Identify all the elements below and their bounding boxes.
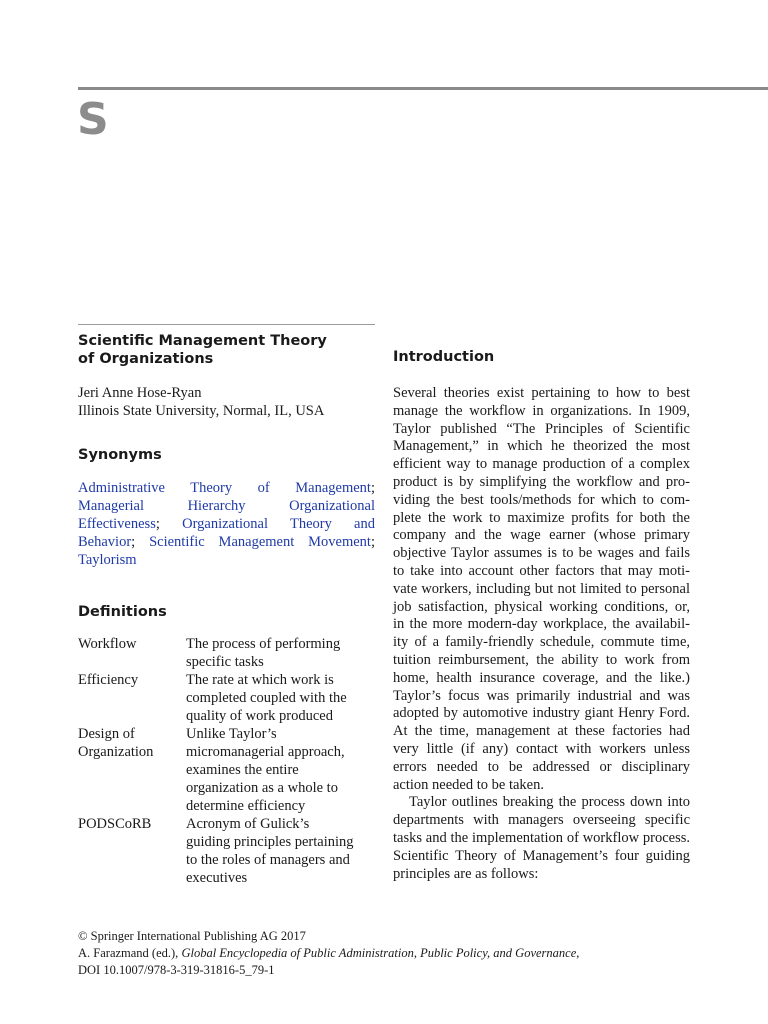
definitions-list xyxy=(78,635,375,887)
citation-punctuation: , xyxy=(576,946,580,960)
entry-title xyxy=(78,332,375,368)
definition-row xyxy=(78,671,375,725)
copyright-line: © Springer International Publishing AG 2017 xyxy=(78,929,306,943)
synonym-separator: ; xyxy=(370,534,375,550)
synonym-link[interactable]: Administrative Theory of Management xyxy=(78,480,371,496)
title-rule xyxy=(78,324,375,325)
synonym-separator: ; xyxy=(131,534,136,550)
synonym-separator: ; xyxy=(370,480,375,496)
definition-row xyxy=(78,635,375,671)
chapter-rule xyxy=(78,87,768,90)
definition-term: Efficiency xyxy=(78,672,139,688)
definition-term: PODSCoRB xyxy=(78,816,152,832)
definition-row xyxy=(78,815,375,887)
definition-term: Design of Organization xyxy=(78,726,154,760)
author-block xyxy=(78,384,375,420)
synonyms-heading: Synonyms xyxy=(78,447,162,463)
doi-line: DOI 10.1007/978-3-319-31816-5_79-1 xyxy=(78,963,275,977)
synonym-separator: ; xyxy=(155,516,160,532)
introduction-body xyxy=(393,385,690,883)
citation-title: Global Encyclopedia of Public Administration, Public Policy, and Governance xyxy=(181,946,577,960)
definition-description: Acronym of Gulick’s guiding principles pertaining to the roles of managers and executives xyxy=(186,816,354,886)
citation-line xyxy=(78,945,678,962)
synonym-link[interactable]: Organizational Theory and Behavior xyxy=(78,516,375,550)
entry-title-line2: of Organizations xyxy=(78,351,214,367)
synonym-link[interactable]: Taylorism xyxy=(78,552,137,568)
synonyms-list xyxy=(78,479,375,569)
definition-row xyxy=(78,725,375,815)
definition-description: The rate at which work is completed coupled with the quality of work produced xyxy=(186,672,347,724)
definition-description: The process of performing specific tasks xyxy=(186,636,341,670)
introduction-paragraph: Taylor outlines breaking the process down into departments with managers overseeing specific tasks and the implementation of workflow process. Scientific Theory of Management’s four guiding principles are as follows: xyxy=(393,794,690,882)
synonym-link[interactable]: Scientific Management Movement xyxy=(149,534,371,550)
chapter-letter: S xyxy=(77,94,109,145)
definition-term: Workflow xyxy=(78,636,137,652)
introduction-paragraph: Several theories exist pertaining to how to best manage the workflow in organizations. In 1909, Taylor published “The Principles of Scientific Management,” in which he theorized the most efficient way to manage production of a complex product is by simplifying the workflow and providing the best tools/methods for which to complete the work to maximize profits for both the company and the wage earner (whose primary objective Taylor assumes is to be wages and fails to take into account other factors that may motivate workers, including but not limited to personal job satisfaction, physical working conditions, or, in the more modern-day workplace, the availability of a family-friendly schedule, commute time, tuition reimbursement, the ability to work from home, health insurance coverage, and the like.) Taylor’s focus was primarily industrial and was adopted by automotive industry giant Henry Ford. At the time, management at these factories had very little (if any) contact with workers unless errors needed to be addressed or disciplinary action needed to be taken. xyxy=(393,385,690,793)
author-name: Jeri Anne Hose-Ryan xyxy=(78,385,202,401)
entry-title-line1: Scientific Management Theory xyxy=(78,333,327,349)
left-column xyxy=(78,324,375,887)
page-footer xyxy=(78,928,678,979)
introduction-heading: Introduction xyxy=(393,349,495,365)
citation-editor: A. Farazmand (ed.), xyxy=(78,946,182,960)
synonym-link[interactable]: Managerial Hierarchy Organizational Effectiveness xyxy=(78,498,375,532)
author-affiliation: Illinois State University, Normal, IL, USA xyxy=(78,403,325,419)
right-column xyxy=(393,348,690,883)
definition-description: Unlike Taylor’s micromanagerial approach, examines the entire organization as a whole to determine efficiency xyxy=(186,726,345,814)
definitions-heading: Definitions xyxy=(78,604,167,620)
